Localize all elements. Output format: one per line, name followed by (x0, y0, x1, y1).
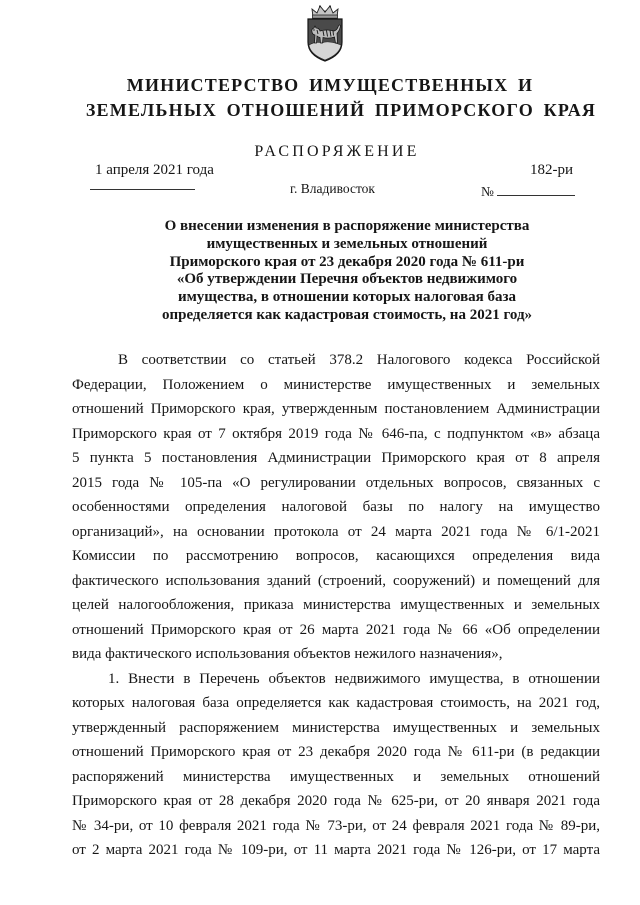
body-text-line: от 2 марта 2021 года № 109-ри, от 11 марта 2021 года № 126-ри, от 17 марта (72, 842, 600, 858)
subject-title-line: определяется как кадастровая стоимость, на 2021 год» (161, 306, 533, 323)
body-text-line: Комиссии по рассмотрению вопросов, касающихся определения вида (72, 548, 600, 564)
document-subject-title (97, 218, 597, 325)
item-1-paragraph (72, 667, 600, 863)
subject-title-line: имущественных и земельных отношений (206, 235, 488, 252)
body-text-line: отношений Приморского края от 26 марта 2021 года № 66 «Об определении (72, 621, 600, 638)
body-text-line: В соответствии со статьей 378.2 Налогового кодекса Российской (118, 352, 600, 368)
body-text-line: целей налогообложения, приказа министерства имущественных и земельных (72, 597, 600, 613)
body-text-line: которых налоговая база определяется как кадастровая стоимость, на 2021 год, (72, 695, 600, 711)
preamble-paragraph (72, 348, 600, 667)
body-text-line: 2015 года № 105-па «О регулировании отдельных вопросов, связанных с (72, 474, 600, 491)
body-text-line: отношений Приморского края от 23 декабря 2020 года № 611-ри (в редакции (72, 744, 600, 760)
body-text-line: отношений Приморского края, утвержденным постановлением Администрации (72, 401, 600, 417)
body-text-line: распоряжений министерства имущественных и земельных отношений (72, 768, 600, 785)
subject-title-line: О внесении изменения в распоряжение министерства (164, 218, 530, 234)
document-number: 182-ри (530, 162, 574, 178)
body-text-line: 1. Внести в Перечень объектов недвижимого имущества, в отношении (108, 670, 600, 687)
body-text-line: организаций», на основании протокола от 24 марта 2021 года № 6/1-2021 (72, 523, 600, 540)
body-text-line: утвержденный распоряжением министерства имущественных и земельных (72, 719, 600, 736)
document-body (72, 348, 600, 863)
body-text-line: Федерации, Положением о министерстве имущественных и земельных (72, 376, 600, 393)
body-text-line: особенностями определения налоговой базы по налогу на имущество (72, 499, 600, 515)
body-text-line: вида фактического использования объектов нежилого назначения», (72, 646, 503, 662)
ministry-name-line: ЗЕМЕЛЬНЫХ ОТНОШЕНИЙ ПРИМОРСКОГО КРАЯ (85, 100, 597, 120)
subject-title-line: «Об утверждении Перечня объектов недвижимого (176, 271, 518, 288)
body-text-line: фактического использования зданий (строений, сооружений) и помещений для (72, 572, 600, 589)
date-underline (90, 189, 195, 190)
coat-of-arms-icon (304, 4, 346, 62)
number-sign: № (481, 184, 494, 199)
subject-title-line: имущества, в отношении которых налоговая база (177, 289, 517, 306)
document-date: 1 апреля 2021 года (95, 162, 214, 178)
number-underline (497, 195, 575, 196)
document-type-heading: РАСПОРЯЖЕНИЕ (254, 143, 420, 160)
document-city: г. Владивосток (290, 181, 375, 196)
body-text-line: № 34-ри, от 10 февраля 2021 года № 73-ри, от 24 февраля 2021 года № 89-ри, (72, 817, 600, 834)
subject-title-line: Приморского края от 23 декабря 2020 года № 611-ри (169, 253, 525, 270)
body-text-line: Приморского края от 28 декабря 2020 года № 625-ри, от 20 января 2021 года (72, 793, 600, 809)
body-text-line: Приморского края от 7 октября 2019 года № 646-па, с подпунктом «в» абзаца (72, 425, 600, 442)
body-text-line: 5 пункта 5 постановления Администрации Приморского края от 8 апреля (72, 450, 600, 466)
ministry-name-line: МИНИСТЕРСТВО ИМУЩЕСТВЕННЫХ И (126, 75, 534, 95)
